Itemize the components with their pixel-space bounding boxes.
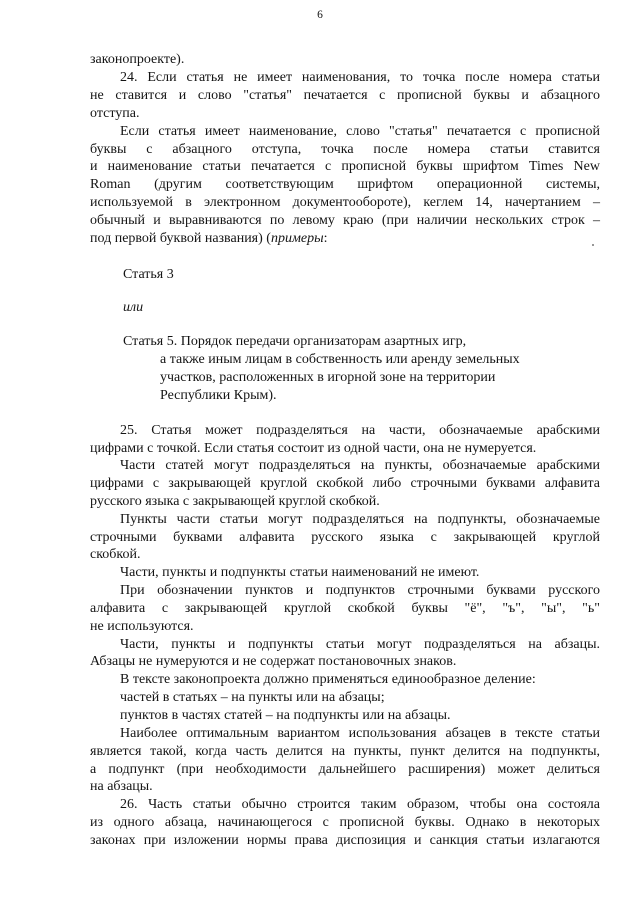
text-line: Абзацы не нумеруются и не содержат постановочных знаков.: [90, 654, 457, 669]
text-line: а подпункт (при необходимости дальнейшего расширения) может делиться: [90, 762, 600, 777]
italic-run: примеры: [270, 231, 324, 246]
example-heading: Статья 3: [123, 267, 174, 282]
page-number: 6: [317, 9, 323, 21]
text-line: 26. Часть статьи обычно строится таким образом, чтобы она состояла: [120, 797, 600, 812]
example-separator: или: [123, 300, 144, 315]
text-line: не используются.: [90, 619, 194, 634]
text-run: под первой буквой названия) (: [90, 231, 271, 246]
text-line: частей в статьях – на пункты или на абзацы;: [120, 690, 385, 705]
text-line: 25. Статья может подразделяться на части, обозначаемые арабскими: [120, 423, 600, 438]
text-line: из одного абзаца, начинающегося с прописной буквы. Однако в некоторых: [90, 815, 600, 830]
scan-speck: [592, 244, 594, 246]
text-line: алфавита с закрывающей круглой скобкой буквы "ё", "ъ", "ы", "ь": [90, 601, 600, 616]
text-line: [90, 230, 327, 247]
text-line: При обозначении пунктов и подпунктов строчными буквами русского: [120, 583, 600, 598]
example-heading-cont: Республики Крым).: [160, 388, 277, 403]
text-line: используемой в электронном документообороте), кеглем 14, начертанием –: [90, 195, 600, 210]
text-line: В тексте законопроекта должно применяться единообразное деление:: [120, 672, 536, 687]
text-line: Наиболее оптимальным вариантом использования абзацев в тексте статьи: [120, 726, 600, 741]
text-line: законопроекте).: [90, 52, 185, 67]
text-line: Если статья имеет наименование, слово "статья" печатается с прописной: [120, 124, 600, 139]
text-line: строчными буквами алфавита русского языка с закрывающей круглой: [90, 530, 600, 545]
text-line: Roman (другим соответствующим шрифтом операционной системы,: [90, 177, 600, 192]
text-line: законах при изложении нормы права диспозиция и санкция статьи излагаются: [90, 833, 600, 848]
text-line: 24. Если статья не имеет наименования, то точка после номера статьи: [120, 70, 600, 85]
example-heading-cont: а также иным лицам в собственность или аренду земельных: [160, 352, 520, 367]
text-line: пунктов в частях статей – на подпункты или на абзацы.: [120, 708, 451, 723]
text-line: скобкой.: [90, 547, 141, 562]
text-line: не ставится и слово "статья" печатается с прописной буквы и абзацного: [90, 88, 600, 103]
text-line: Части статей могут подразделяться на пункты, обозначаемые арабскими: [120, 458, 600, 473]
text-line: русского языка с закрывающей круглой скобкой.: [90, 494, 380, 509]
text-line: на абзацы.: [90, 779, 153, 794]
example-heading: Статья 5. Порядок передачи организаторам азартных игр,: [123, 334, 467, 349]
text-line: Части, пункты и подпункты статьи наименований не имеют.: [120, 565, 480, 580]
example-heading-cont: участков, расположенных в игорной зоне на территории: [160, 370, 496, 385]
text-run: :: [323, 231, 328, 246]
text-line: отступа.: [90, 106, 140, 121]
text-line: является такой, когда часть делится на пункты, пункт делится на подпункты,: [90, 744, 600, 759]
text-line: обычный и выравниваются по левому краю (при наличии нескольких строк –: [90, 213, 600, 228]
text-line: Пункты части статьи могут подразделяться на подпункты, обозначаемые: [120, 512, 600, 527]
text-line: буквы с абзацного отступа, точка после номера статьи ставится: [90, 142, 600, 157]
text-line: цифрами с закрывающей круглой скобкой либо строчными буквами алфавита: [90, 476, 600, 491]
text-line: и наименование статьи печатается с прописной буквы шрифтом Times New: [90, 159, 600, 174]
text-line: цифрами с точкой. Если статья состоит из одной части, она не нумеруется.: [90, 441, 537, 456]
text-line: Части, пункты и подпункты статьи могут подразделяться на абзацы.: [120, 637, 600, 652]
